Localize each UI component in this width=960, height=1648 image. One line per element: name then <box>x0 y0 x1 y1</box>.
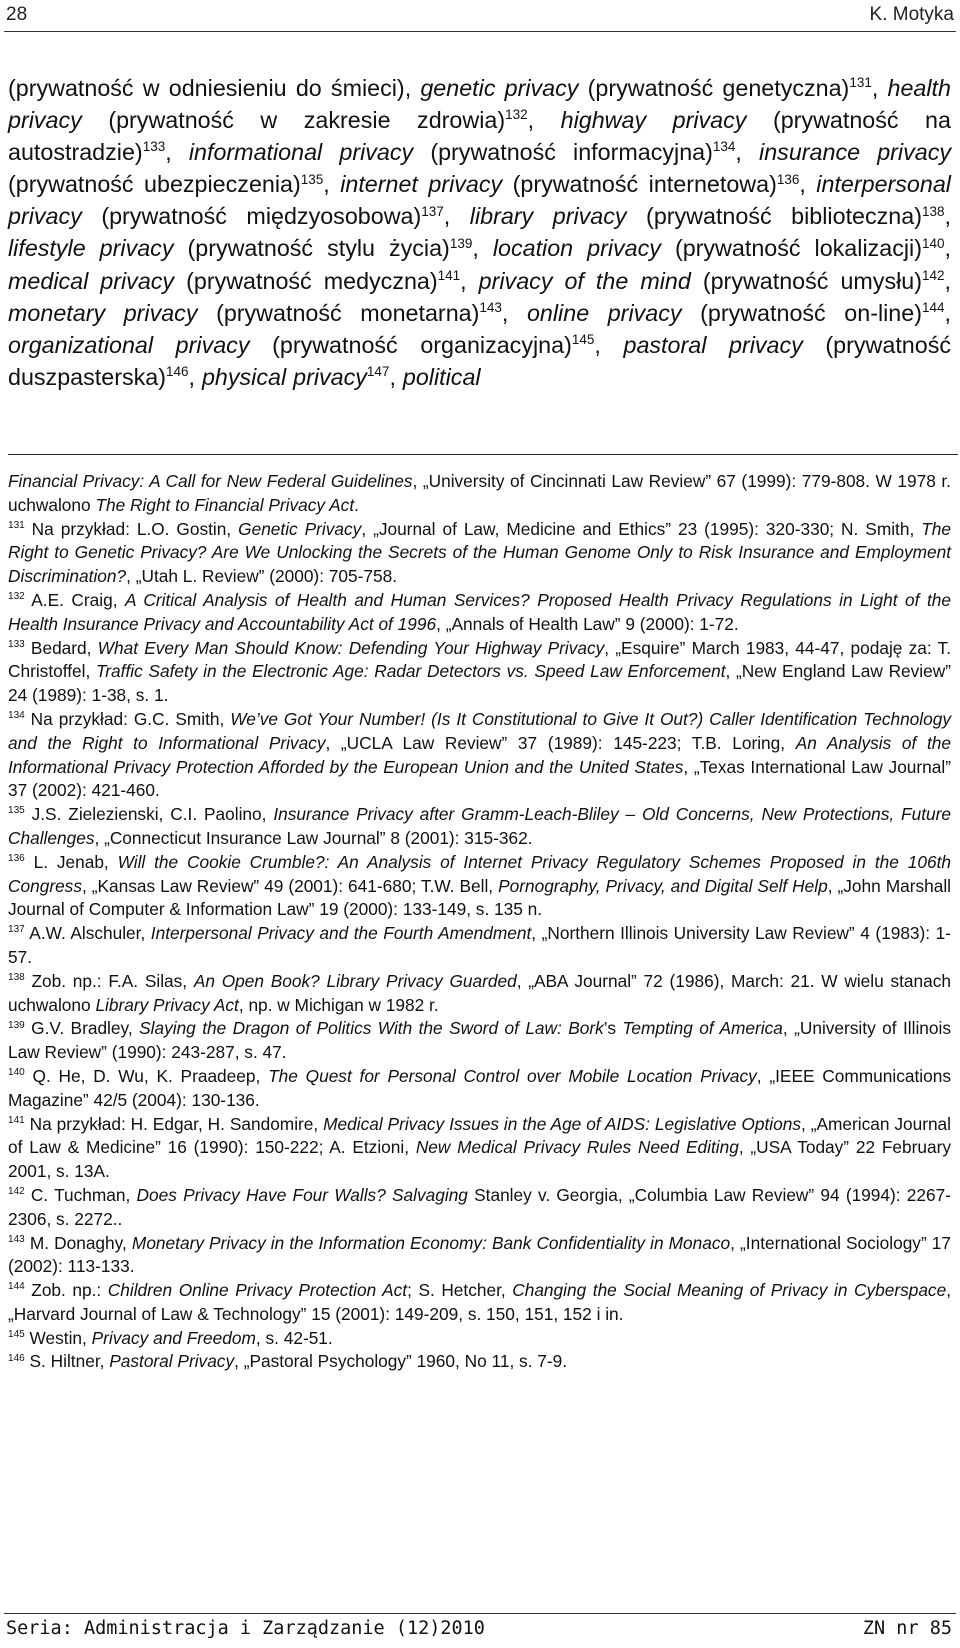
body-text-run: pastoral privacy <box>623 331 803 358</box>
footnote-text-run: , „University of Cincinnati Law Review” 67 (1999): 779-808. W 1978 r. uchwalono <box>8 471 951 515</box>
footnote-text-run: , „Annals of Health Law” 9 (2000): 1-72. <box>436 613 739 634</box>
body-text-run: , <box>188 363 202 390</box>
footnote-reference: 146 <box>165 364 189 380</box>
body-text-run: , <box>594 331 624 358</box>
footnote <box>8 1232 951 1280</box>
footnote-text-run: Na przykład: H. Edgar, H. Sandomire, <box>24 1113 324 1134</box>
footnote-text-run: Tempting of America <box>622 1018 783 1039</box>
body-text-run: , <box>389 363 403 390</box>
footnote-text-run: . <box>354 494 359 515</box>
footnote <box>8 851 951 922</box>
footnote-reference: 133 <box>8 638 25 650</box>
body-text-run: , <box>944 267 952 294</box>
footnote-text-run: , „International Sociology” 17 (2002): 113-133. <box>8 1232 952 1277</box>
footnote-text-run: Zob. np.: <box>24 1280 108 1301</box>
body-text-run: (prywatność ubezpieczenia) <box>8 171 301 198</box>
body-text-run: insurance privacy <box>759 139 952 166</box>
body-text-run: (prywatność duszpasterska) <box>8 331 952 390</box>
body-text-run: (prywatność stylu życia) <box>173 235 450 262</box>
footnote-text-run: , „ABA Journal” 72 (1986), March: 21. W wielu stanach uchwalono <box>8 970 952 1015</box>
footnote-reference: 140 <box>921 235 945 251</box>
body-text-run: , <box>944 235 951 262</box>
footnote-text-run: Changing the Social Meaning of Privacy in Cyberspace <box>512 1280 947 1301</box>
footnote-text-run: Children Online Privacy Protection Act <box>107 1280 408 1301</box>
footnote-reference: 142 <box>8 1186 25 1198</box>
footnote-text-run: Westin, <box>24 1327 92 1348</box>
footnote-text-run: Financial Privacy: A Call for New Federal Guidelines <box>8 471 413 491</box>
body-text-run: health privacy <box>8 75 951 134</box>
body-text-run: , <box>323 171 341 198</box>
body-text-run: medical privacy <box>8 267 175 294</box>
body-text-run: monetary privacy <box>8 299 198 326</box>
footnote-text-run: Stanley v. Georgia, „Columbia Law Review” 94 (1994): 2267-2306, s. 2272.. <box>8 1184 951 1229</box>
footnote <box>8 1113 951 1184</box>
footnote-text-run: Does Privacy Have Four Walls? Salvaging <box>136 1184 468 1205</box>
body-text-run: (prywatność internetowa) <box>502 171 777 198</box>
footnote-reference: 141 <box>437 267 461 283</box>
body-text-run: , <box>871 75 888 101</box>
footnote-text-run: , „New England Law Review” 24 (1989): 1-38, s. 1. <box>8 661 951 706</box>
footnotes <box>8 470 951 1374</box>
footnote-text-run: Genetic Privacy <box>238 518 362 539</box>
body-text-run: , <box>460 267 479 294</box>
footnote-text-run: Na przykład: L.O. Gostin, <box>24 518 239 539</box>
footnote-reference: 135 <box>8 805 25 817</box>
body-text-run: , <box>799 171 817 198</box>
footnote-text-run: , „UCLA Law Review” 37 (1989): 145-223; T.B. Loring, <box>325 732 796 753</box>
footnote-text-run: New Medical Privacy Rules Need Editing <box>415 1137 739 1158</box>
footnote <box>8 1327 951 1351</box>
footnote-text-run: M. Donaghy, <box>24 1232 132 1253</box>
body-text-run: genetic privacy <box>420 75 579 101</box>
footnote-text-run: The Right to Genetic Privacy? Are We Unlocking the Secrets of the Human Genome Only to Risk Insurance and Employment Discrimination? <box>8 518 951 587</box>
page-number: 28 <box>6 4 28 25</box>
body-text-run: (prywatność lokalizacji) <box>660 235 922 262</box>
body-text-run: , <box>501 299 527 326</box>
footnote-text-run: , „USA Today” 22 February 2001, s. 13A. <box>8 1137 951 1182</box>
footnote-text-run: C. Tuchman, <box>24 1184 137 1205</box>
footnote-reference: 143 <box>8 1233 25 1245</box>
footnote-text-run: L. Jenab, <box>24 851 118 872</box>
footnote-reference: 137 <box>8 924 25 936</box>
footnote-text-run: Na przykład: G.C. Smith, <box>24 708 231 729</box>
footnote-text-run: ; S. Hetcher, <box>407 1280 513 1301</box>
footnote-text-run: , s. 42-51. <box>255 1327 333 1348</box>
footnote-text-run: Monetary Privacy in the Information Economy: Bank Confidentiality in Monaco <box>131 1232 731 1253</box>
body-text-run: (prywatność medyczna) <box>174 267 438 294</box>
footnote-reference: 139 <box>8 1019 25 1031</box>
body-text-run: , <box>735 139 760 166</box>
footnote-text-run: , „Journal of Law, Medicine and Ethics” 23 (1995): 320-330; N. Smith, <box>361 518 922 539</box>
footnote <box>8 589 951 637</box>
footnote-text-run: , „Connecticut Insurance Law Journal” 8 (2001): 315-362. <box>94 827 533 848</box>
body-text-run: political <box>402 363 481 390</box>
footnote-reference: 133 <box>142 139 166 155</box>
footnote-text-run: S. Hiltner, <box>24 1351 110 1372</box>
footnote-text-run: , „Texas International Law Journal” 37 (2002): 421-460. <box>8 756 951 801</box>
footnote-text-run: Slaying the Dragon of Politics With the Sword of Law: Bork <box>139 1018 604 1039</box>
footnote-reference: 134 <box>8 710 25 722</box>
footnote-text-run: Library Privacy Act <box>95 994 239 1015</box>
footnote-reference: 139 <box>449 235 473 251</box>
footnote-reference: 131 <box>8 519 25 531</box>
footnote-text-run: An Analysis of the Informational Privacy Protection Afforded by the European Union and the United States <box>8 732 951 777</box>
footnote-reference: 137 <box>421 203 444 219</box>
footnote <box>8 922 951 970</box>
footnote-text-run: , „American Journal of Law & Medicine” 16 (1990): 150-222; A. Etzioni, <box>8 1113 952 1158</box>
footnote-text-run: We’ve Got Your Number! (Is It Constitutional to Give It Out?) Caller Identification Technology and the Right to Informational Privacy <box>8 708 951 753</box>
footnote <box>8 970 951 1018</box>
body-text-run: (prywatność organizacyjna) <box>249 331 572 358</box>
footnote-reference: 131 <box>849 75 872 91</box>
body-text-run: , <box>527 107 561 134</box>
footnote-text-run: Bedard, <box>24 637 98 658</box>
footnote <box>8 708 951 803</box>
footnote-separator <box>8 454 958 455</box>
footnote <box>8 1017 951 1065</box>
footnote-text-run: ’s <box>603 1018 623 1039</box>
body-text-run: (prywatność w zakresie zdrowia) <box>81 107 506 134</box>
footnote-text-run: , „Northern Illinois University Law Review” 4 (1983): 1-57. <box>8 923 951 967</box>
footer-series: Seria: Administracja i Zarządzanie (12)2010 <box>6 1618 485 1639</box>
footnote-reference: 144 <box>8 1281 25 1293</box>
footnote <box>8 803 951 851</box>
body-text-run: , <box>443 203 470 230</box>
footnote-text-run: Privacy and Freedom <box>91 1327 256 1348</box>
footnote-reference: 146 <box>8 1352 25 1364</box>
body-text-run: (prywatność na autostradzie) <box>8 107 951 166</box>
footnote-text-run: Pastoral Privacy <box>109 1351 235 1372</box>
body-text-run: privacy of the mind <box>478 267 691 294</box>
body-text-run: informational privacy <box>188 139 414 166</box>
footnote-reference: 138 <box>921 203 945 219</box>
footnote-text-run: , „Esquire” March 1983, 44-47, podaję za: T. Christoffel, <box>8 637 951 682</box>
footnote-text-run: Pornography, Privacy, and Digital Self Help <box>498 875 828 896</box>
footnote-text-run: , „Pastoral Psychology” 1960, No 11, s. 7-9. <box>234 1351 568 1372</box>
footnote-text-run: , „IEEE Communications Magazine” 42/5 (2004): 130-136. <box>8 1065 951 1110</box>
footnote-text-run: Traffic Safety in the Electronic Age: Radar Detectors vs. Speed Law Enforcement <box>96 661 726 682</box>
body-text-run: (prywatność umysłu) <box>690 267 922 294</box>
body-text-run: (prywatność biblioteczna) <box>626 203 922 230</box>
body-text-run: (prywatność genetyczna) <box>578 75 850 101</box>
footnote-reference: 142 <box>922 267 945 283</box>
body-text-run: interpersonal privacy <box>8 171 951 230</box>
body-text-run: highway privacy <box>560 107 747 134</box>
body-text-run: (prywatność w odniesieniu do śmieci), <box>8 75 421 101</box>
footnote-text-run: A Critical Analysis of Health and Human Services? Proposed Health Privacy Regulations in Light of the Health Insurance Privacy and Accountability Act of 1996 <box>8 589 951 634</box>
body-text-run: (prywatność on-line) <box>681 299 922 326</box>
footnote-text-run: Interpersonal Privacy and the Fourth Amendment <box>150 923 532 944</box>
footnote-text-run: , „University of Illinois Law Review” (1990): 243-287, s. 47. <box>8 1018 952 1063</box>
body-text-run: physical privacy <box>201 363 367 390</box>
body-text-run: library privacy <box>469 203 627 230</box>
footnote-reference: 136 <box>776 171 800 187</box>
header-rule <box>4 31 956 32</box>
footnote-reference: 145 <box>8 1328 25 1340</box>
body-text-run: , <box>165 139 189 166</box>
body-text-run: internet privacy <box>340 171 503 198</box>
body-text-run: , <box>472 235 493 262</box>
footnote <box>8 470 951 518</box>
footnote-reference: 134 <box>712 139 736 155</box>
body-paragraph <box>8 72 951 393</box>
body-text-run: (prywatność monetarna) <box>197 299 480 326</box>
footnote-text-run: A.E. Craig, <box>24 589 126 610</box>
footer-rule <box>4 1613 956 1614</box>
footnote-text-run: What Every Man Should Know: Defending Your Highway Privacy <box>97 637 605 658</box>
footnote-reference: 147 <box>366 364 390 380</box>
footnote <box>8 1279 951 1327</box>
body-text-run: online privacy <box>526 299 682 326</box>
body-text-run: , <box>944 299 951 326</box>
footnote-text-run: Zob. np.: F.A. Silas, <box>24 970 194 991</box>
running-head-author: K. Motyka <box>869 4 954 25</box>
footnote-text-run: Medical Privacy Issues in the Age of AIDS: Legislative Options <box>323 1113 801 1134</box>
body-text-run: (prywatność informacyjna) <box>413 139 713 166</box>
footnote-reference: 144 <box>921 299 945 315</box>
footnote-reference: 132 <box>505 107 528 123</box>
footnote-text-run: , „Harvard Journal of Law & Technology” 15 (2001): 149-209, s. 150, 151, 152 i in. <box>8 1280 951 1324</box>
body-text-run: lifestyle privacy <box>8 235 174 262</box>
footnote <box>8 518 951 589</box>
footnote-reference: 132 <box>8 591 25 603</box>
footnote-reference: 145 <box>571 331 595 347</box>
footnote-text-run: The Right to Financial Privacy Act <box>95 494 355 515</box>
footnote-reference: 138 <box>8 971 25 983</box>
body-text-run: location privacy <box>492 235 661 262</box>
footnote-reference: 143 <box>479 299 502 315</box>
footnote-text-run: An Open Book? Library Privacy Guarded <box>193 970 517 991</box>
footnote <box>8 1065 951 1113</box>
footnote-reference: 141 <box>8 1114 25 1126</box>
footnote-reference: 135 <box>300 171 324 187</box>
footnote-text-run: A.W. Alschuler, <box>24 923 151 944</box>
body-text-run: (prywatność międzyosobowa) <box>81 203 422 230</box>
footnote-text-run: Q. He, D. Wu, K. Praadeep, <box>24 1065 269 1086</box>
footnote-text-run: J.S. Zielezienski, C.I. Paolino, <box>24 804 274 825</box>
footer-issue: ZN nr 85 <box>862 1618 952 1639</box>
footnote-text-run: Will the Cookie Crumble?: An Analysis of Internet Privacy Regulatory Schemes Proposed in the 106th Congress <box>8 851 951 896</box>
footnote-reference: 136 <box>8 852 25 864</box>
body-text-run: , <box>944 203 951 230</box>
footnote-text-run: The Quest for Personal Control over Mobile Location Privacy <box>268 1065 757 1086</box>
footnote <box>8 1350 951 1374</box>
footnote-text-run: G.V. Bradley, <box>24 1018 140 1039</box>
footnote-text-run: , „John Marshall Journal of Computer & Information Law” 19 (2000): 133-149, s. 135 n. <box>8 875 951 920</box>
footnote-reference: 140 <box>8 1067 25 1079</box>
footnote <box>8 637 951 708</box>
footnote <box>8 1184 951 1232</box>
footnote-text-run: , „Utah L. Review” (2000): 705-758. <box>126 566 398 587</box>
footnote-text-run: , „Kansas Law Review” 49 (2001): 641-680; T.W. Bell, <box>81 875 499 896</box>
footnote-text-run: , np. w Michigan w 1982 r. <box>238 994 439 1015</box>
body-text-run: organizational privacy <box>8 331 250 358</box>
footnote-text-run: Insurance Privacy after Gramm-Leach-Bliley – Old Concerns, New Protections, Future Challenges <box>8 804 951 848</box>
